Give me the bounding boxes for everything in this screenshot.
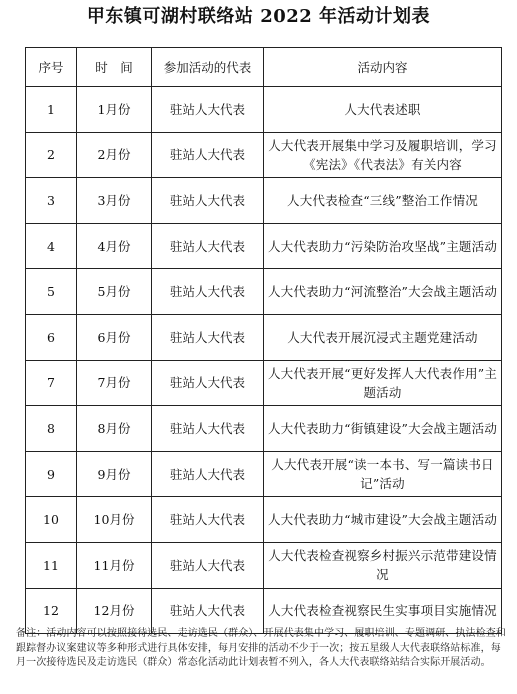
header-number: 序号 <box>26 48 77 87</box>
cell-month: 6月份 <box>77 314 152 360</box>
cell-representatives: 驻站人大代表 <box>152 406 264 452</box>
cell-activity-content: 人大代表检查视察乡村振兴示范带建设情况 <box>264 542 502 588</box>
header-time: 时 间 <box>77 48 152 87</box>
cell-month: 1月份 <box>77 87 152 133</box>
cell-activity-content: 人大代表助力“污染防治攻坚战”主题活动 <box>264 223 502 269</box>
cell-number: 9 <box>26 451 77 497</box>
table-row <box>26 178 502 224</box>
cell-month: 10月份 <box>77 497 152 543</box>
cell-representatives: 驻站人大代表 <box>152 132 264 178</box>
cell-number: 3 <box>26 178 77 224</box>
cell-representatives: 驻站人大代表 <box>152 223 264 269</box>
cell-month: 7月份 <box>77 360 152 406</box>
cell-representatives: 驻站人大代表 <box>152 451 264 497</box>
table-row <box>26 406 502 452</box>
cell-representatives: 驻站人大代表 <box>152 360 264 406</box>
header-activity-content: 活动内容 <box>264 48 502 87</box>
cell-number: 7 <box>26 360 77 406</box>
table-row <box>26 223 502 269</box>
cell-activity-content: 人大代表述职 <box>264 87 502 133</box>
table-row <box>26 269 502 315</box>
cell-activity-content: 人大代表检查视察民生实事项目实施情况 <box>264 588 502 634</box>
cell-month: 2月份 <box>77 132 152 178</box>
table-row <box>26 132 502 178</box>
cell-number: 12 <box>26 588 77 634</box>
cell-month: 12月份 <box>77 588 152 634</box>
cell-number: 10 <box>26 497 77 543</box>
table-row <box>26 497 502 543</box>
cell-representatives: 驻站人大代表 <box>152 588 264 634</box>
cell-month: 5月份 <box>77 269 152 315</box>
cell-activity-content: 人大代表检查“三线”整治工作情况 <box>264 178 502 224</box>
cell-number: 8 <box>26 406 77 452</box>
cell-representatives: 驻站人大代表 <box>152 314 264 360</box>
cell-representatives: 驻站人大代表 <box>152 269 264 315</box>
cell-activity-content: 人大代表开展集中学习及履职培训，学习《宪法》《代表法》有关内容 <box>264 132 502 178</box>
cell-number: 4 <box>26 223 77 269</box>
activity-plan-table <box>25 47 502 634</box>
cell-representatives: 驻站人大代表 <box>152 542 264 588</box>
table-row <box>26 314 502 360</box>
cell-number: 5 <box>26 269 77 315</box>
cell-activity-content: 人大代表助力“街镇建设”大会战主题活动 <box>264 406 502 452</box>
cell-number: 6 <box>26 314 77 360</box>
cell-month: 4月份 <box>77 223 152 269</box>
cell-month: 8月份 <box>77 406 152 452</box>
cell-number: 2 <box>26 132 77 178</box>
page-title: 甲东镇可湖村联络站 2022 年活动计划表 <box>86 6 431 27</box>
footnote: 备注：活动内容可以按照接待选民、走访选民（群众）、开展代表集中学习、履职培训、专题调研、执法检查和跟踪督办议案建议等多种形式进行具体安排，每月安排的活动不少于一次；按五星级人大代表联络站标准，每月一次接待选民及走访选民（群众）常态化活动此计划表暂不列入，各人大代表联络站结合实际开展活动。 <box>16 628 506 668</box>
table-row <box>26 542 502 588</box>
cell-activity-content: 人大代表助力“城市建设”大会战主题活动 <box>264 497 502 543</box>
cell-activity-content: 人大代表助力“河流整治”大会战主题活动 <box>264 269 502 315</box>
cell-month: 3月份 <box>77 178 152 224</box>
cell-representatives: 驻站人大代表 <box>152 87 264 133</box>
table-row <box>26 87 502 133</box>
cell-activity-content: 人大代表开展沉浸式主题党建活动 <box>264 314 502 360</box>
table-row <box>26 451 502 497</box>
cell-month: 11月份 <box>77 542 152 588</box>
table-row <box>26 360 502 406</box>
cell-number: 1 <box>26 87 77 133</box>
cell-number: 11 <box>26 542 77 588</box>
cell-activity-content: 人大代表开展“更好发挥人大代表作用”主题活动 <box>264 360 502 406</box>
cell-month: 9月份 <box>77 451 152 497</box>
cell-representatives: 驻站人大代表 <box>152 497 264 543</box>
table-header-row <box>26 48 502 87</box>
cell-representatives: 驻站人大代表 <box>152 178 264 224</box>
header-representatives: 参加活动的代表 <box>152 48 264 87</box>
cell-activity-content: 人大代表开展“读一本书、写一篇读书日记”活动 <box>264 451 502 497</box>
